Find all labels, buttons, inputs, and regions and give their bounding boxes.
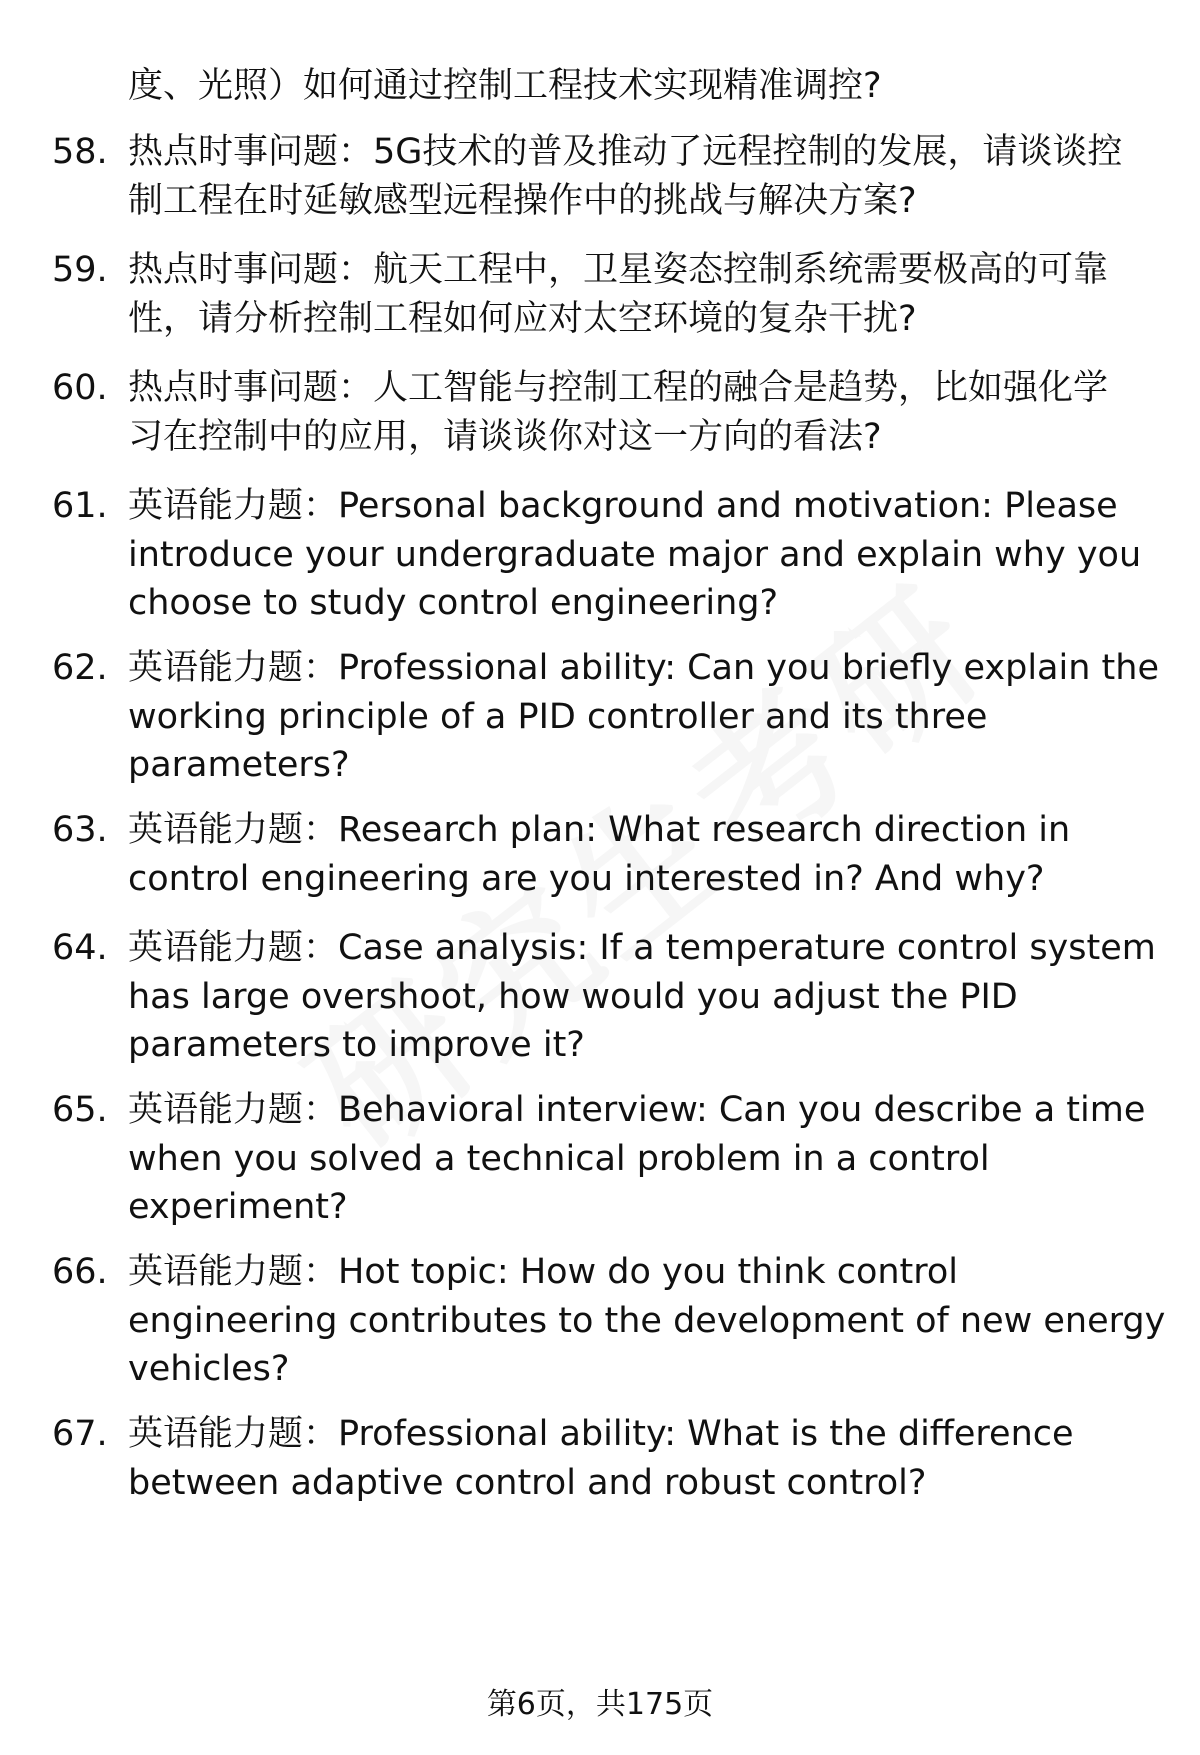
page-footer: 第6页，共175页 <box>486 1687 714 1722</box>
question-line: working principle of a PID controller and its three <box>128 696 988 737</box>
question-line: 性，请分析控制工程如何应对太空环境的复杂干扰? <box>128 298 917 339</box>
question-line: 英语能力题：Professional ability: Can you briefly explain the <box>128 648 1159 688</box>
question-item <box>52 1086 1170 1232</box>
question-item <box>52 644 1170 790</box>
question-number: 63. <box>52 810 108 850</box>
question-text <box>128 1410 1170 1507</box>
question-number: 66. <box>52 1252 108 1292</box>
question-number: 61. <box>52 486 108 526</box>
question-line: when you solved a technical problem in a control <box>128 1138 990 1179</box>
question-line: 英语能力题：Research plan: What research direction in <box>128 810 1071 850</box>
question-line: 英语能力题：Personal background and motivation: Please <box>128 486 1118 526</box>
question-text <box>128 924 1170 1070</box>
question-item <box>52 1248 1170 1394</box>
question-line: between adaptive control and robust control? <box>128 1462 927 1503</box>
question-line: 英语能力题：Behavioral interview: Can you describe a time <box>128 1090 1146 1130</box>
question-item <box>52 806 1170 903</box>
question-line: 热点时事问题：人工智能与控制工程的融合是趋势，比如强化学 <box>128 368 1109 408</box>
question-line: 制工程在时延敏感型远程操作中的挑战与解决方案? <box>128 180 917 221</box>
question-text <box>128 482 1170 628</box>
question-line: vehicles? <box>128 1349 290 1389</box>
question-line: has large overshoot, how would you adjust the PID <box>128 976 1018 1017</box>
question-number: 67. <box>52 1414 108 1454</box>
question-number: 65. <box>52 1090 108 1130</box>
question-line: 热点时事问题：航天工程中，卫星姿态控制系统需要极高的可靠 <box>128 250 1109 290</box>
question-line: choose to study control engineering? <box>128 583 779 623</box>
question-item <box>52 924 1170 1070</box>
question-line: parameters? <box>128 745 350 785</box>
question-line: engineering contributes to the development of new energy <box>128 1300 1166 1341</box>
question-text <box>128 644 1170 790</box>
question-text <box>128 128 1170 225</box>
question-line: control engineering are you interested in? And why? <box>128 858 1045 899</box>
question-number: 64. <box>52 928 108 968</box>
question-line: introduce your undergraduate major and explain why you <box>128 534 1142 575</box>
question-line: 英语能力题：Hot topic: How do you think control <box>128 1252 959 1292</box>
question-item <box>52 128 1170 225</box>
question-line: 热点时事问题：5G技术的普及推动了远程控制的发展，请谈谈控 <box>128 132 1123 172</box>
question-number: 60. <box>52 368 108 408</box>
question-number: 59. <box>52 250 108 290</box>
question-item <box>52 482 1170 628</box>
question-line: experiment? <box>128 1187 348 1227</box>
question-text <box>128 1248 1170 1394</box>
question-text <box>128 806 1170 903</box>
question-line: 习在控制中的应用，请谈谈你对这一方向的看法? <box>128 416 882 457</box>
question-item <box>52 246 1170 343</box>
question-text <box>128 246 1170 343</box>
question-text <box>128 364 1170 461</box>
question-number: 58. <box>52 132 108 172</box>
continuation-line: 度、光照）如何通过控制工程技术实现精准调控? <box>128 66 882 106</box>
question-item <box>52 364 1170 461</box>
question-text <box>128 1086 1170 1232</box>
question-line: parameters to improve it? <box>128 1025 585 1065</box>
question-line: 英语能力题：Case analysis: If a temperature control system <box>128 928 1156 968</box>
question-number: 62. <box>52 648 108 688</box>
question-line: 英语能力题：Professional ability: What is the difference <box>128 1414 1074 1454</box>
question-item <box>52 1410 1170 1507</box>
